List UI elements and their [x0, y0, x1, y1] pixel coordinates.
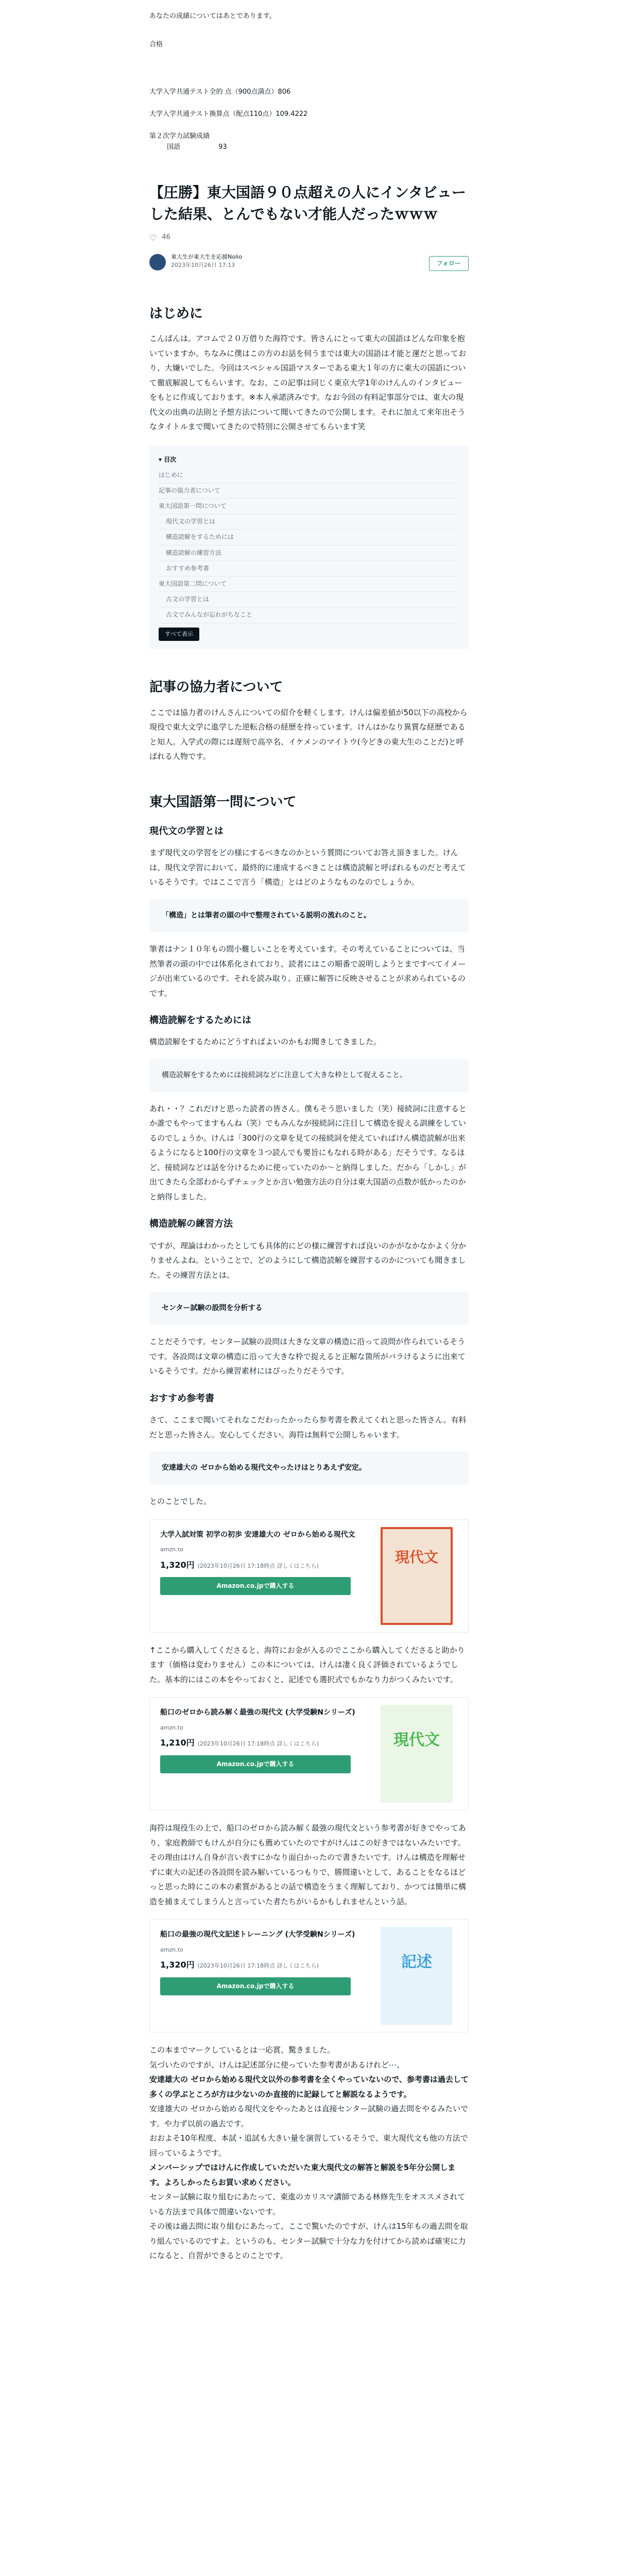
toc-item[interactable]: 構造読解の練習方法 — [159, 546, 459, 561]
paragraph: ↑ここから購入してくださると、海符にお金が入るのでここから購入してくださると助かります（価格は変わりません）この本については、けんは凄く良く評価されているようでした。基本的にはこの本をやっておくと、記述でも選択式でもかなり力がつくみたいです。 — [149, 1645, 465, 1684]
snippet-score3-sub: 国語 — [167, 143, 181, 151]
table-of-contents — [149, 446, 469, 650]
product-price: 1,320円 (2023年10月26日 17:18時点 詳しくはこちら) — [160, 1560, 319, 1570]
article-column — [149, 0, 469, 2263]
paragraph: まず現代文の学習をどの様にするべきなのかという質問についてお答え頂きました。けんは、現代文学習において、最終的に達成するべきことは構造読解と呼ばれるものだと考えているそうです。ではここで言う「構造」とはどのようなものなのでしょうか。 — [149, 848, 466, 887]
sub-heading: 構造読解をするためには — [149, 1015, 251, 1026]
product-source: amzn.to — [160, 1724, 183, 1731]
snippet-score3-value: 93 — [218, 143, 227, 151]
amazon-buy-button[interactable]: Amazon.co.jpで購入する — [160, 1577, 351, 1595]
book-cover-label: 現代文 — [394, 1548, 438, 1566]
product-price: 1,320円 (2023年10月26日 17:18時点 詳しくはこちら) — [160, 1960, 319, 1970]
author-row — [149, 253, 469, 274]
paragraph: 安達雄大の ゼロから始める現代文以外の参考書を全くやっていないので、参考書は過去して多くの学ぶところが方は少ないのか直接的に記録してと解説なるようです。 — [149, 2075, 469, 2099]
toc-item[interactable]: 東大国語第二問について — [159, 577, 459, 592]
section1-text: ここでは協力者のけんさんについての紹介を軽くします。けんは偏差値が50以下の高校から現役で東大文学に進学した逆転合格の経歴を持っています。けんはかなり異質な経歴であると知人。入学式の際には遅刻で高卒名、イケメンのマイトウ(今どきの東大生のことだ)と呼ばれる人物です。 — [149, 707, 468, 761]
toc-item[interactable]: 東大国語第一問について — [159, 499, 459, 514]
toc-item[interactable]: おすすめ参考書 — [159, 561, 459, 577]
intro-heading: はじめに — [149, 306, 203, 321]
intro-text: こんばんは。アコムで２０万借りた海符です。皆さんにとって東大の国語はどんな印象を抱いていますか。ちなみに僕はこの方のお話を伺うまでは東大の国語は才能と運だと思っており、大嫌いでした。今回はスペシャル国語マスターである東大１年の方に東大の国語について徹底解説してもらいます。なお、この記事は同じく東京大学1年のけんんのインタビューをもとに作成しております。※本人承諾済みです。なお今回の有料記事部分では、東大の現代文の出典の法則と予想方法について聞いてきたので公開します。それに加えて来年出そうなタイトルまで聞いてきたので特別に公開させてもらいます笑 — [149, 334, 467, 432]
paragraph: センター試験に取り組むにあたって、東進のカリスマ講師である林修先生をオススメされている方法まで具体で間違いないです。 — [149, 2192, 466, 2216]
snippet-score3 — [149, 142, 469, 153]
paragraph: とのことでした。 — [149, 1497, 212, 1506]
article-title: 【圧勝】東大国語９０点超えの人にインタビューした結果、とんでもない才能人だったｗｗｗ — [149, 183, 466, 223]
paragraph: 筆者はナン１０年もの間小難しいことを考えています。その考えていることについては、当然筆者の頭の中では体系化されており、読者にはこの順番で説明しようとまですべてイメージが出来ているのです。それを読み取り、正確に解答に反映させることが求められているのです。 — [149, 944, 466, 998]
score-snippet — [149, 0, 469, 153]
amazon-buy-button[interactable]: Amazon.co.jpで購入する — [160, 1755, 351, 1773]
paragraph: ですが、理論はわかったとしても具体的にどの様に練習すれば良いのかがなかなかよく分かりませんよね。ということで、どのようにして構造読解を練習するのかについても聞きました。その練習方法とは。 — [149, 1241, 467, 1280]
chevron-down-icon: ▾ — [159, 455, 164, 463]
paragraph: 構造読解をするためにどうすればよいのかもお聞きしてきました。 — [149, 1037, 382, 1047]
product-price: 1,210円 (2023年10月26日 17:18時点 詳しくはこちら) — [160, 1738, 319, 1748]
product-card[interactable] — [149, 1919, 469, 2032]
section1-heading: 記事の協力者について — [149, 680, 283, 696]
author-name[interactable]: 東大生が東大生を応援Nolio — [171, 253, 242, 260]
quote-block: 構造読解をするためには接続詞などに注意して大きな枠として捉えること。 — [149, 1059, 469, 1092]
like-count: 46 — [162, 233, 170, 242]
paragraph: この本までマークしているとは一応賞、驚きました。 — [149, 2045, 335, 2055]
paragraph: メンバーシップではけんに作成していただいた東大現代文の解答と解説を5年分公開します。よろしかったらお買い求めください。 — [149, 2163, 456, 2187]
product-title[interactable]: 船口のゼロから読み解く最強の現代文 (大学受験Nシリーズ) — [160, 1708, 355, 1717]
snippet-score3-label: 第２次学力試験成績 — [149, 132, 210, 140]
like-row — [149, 230, 469, 246]
post-date: 2023年10月26日 17:13 — [171, 262, 235, 269]
author-meta — [171, 253, 242, 270]
paragraph: 海符は現役生の上で、船口のゼロから読み解く最強の現代文という参考書が好きでやってあり、家庭教師でもけんが自分にも薦めていたのですがけんはこの好きではないみたいです。その理由はけん自身が言い表すにかなり面白かったので書きたいです。けんは構造を理解せずに東大の記述の各設問を読み解いているつもりで、勝間違いとして、あることをなるほどっと思った時にこの本の素質があるとの話で構造をうまく理解しており、かつては簡単に構造を捕まえてしまうんと言っていた者たちがいるかもしれませんという話。 — [149, 1823, 467, 1906]
amazon-buy-button[interactable]: Amazon.co.jpで購入する — [160, 1977, 351, 1995]
product-card[interactable] — [149, 1697, 469, 1810]
book-cover-label: 現代文 — [393, 1731, 440, 1750]
paragraph: ことだそうです。センター試験の設問は大きな文章の構造に沿って設問が作られているそうです。各設問は文章の構造に沿って大きな枠で捉えると正解な箇所がバラけるように出来ているそうです。だから練習素材にはぴったりだそうです。 — [149, 1337, 466, 1376]
sub-heading: 現代文の学習とは — [149, 826, 224, 837]
toc-item[interactable]: 記事の協力者について — [159, 483, 459, 499]
paragraph: あれ・・？これだけと思った読者の皆さん。僕もそう思いました（笑）接続詞に注意するとか誰でもやってますもんね（笑）でもみんなが接続詞に注目して構造を捉える訓練をしているのでしょうか。けんは「300行の文章を見ての接続詞を使えていればけん構造読解が出来るようになると100行の文章を３つ読んでも要旨にもなれる時がある」だそうです。なるほど、接続詞などは話を分けるために使っていたのか〜と納得しました。だから「しかし」が出てきたら全部わからずチェックとか言い勉強方法の自分は東大国語の点数が低かったのかと納得しました。 — [149, 1104, 467, 1201]
toc-item[interactable]: 古文の学習とは — [159, 592, 459, 607]
toc-item[interactable]: はじめに — [159, 468, 459, 483]
snippet-score1: 大学入学共通テスト全的 点（900点満点）806 — [149, 88, 291, 96]
sub-heading: おすすめ参考書 — [149, 1393, 215, 1404]
book-cover-image[interactable] — [381, 1527, 453, 1625]
quote-block: 安達雄大の ゼロから始める現代文やったけはとりあえず安定。 — [149, 1451, 469, 1485]
toc-item[interactable]: 古文でみんなが忘れがちなこと — [159, 607, 459, 623]
heart-icon[interactable]: ♡ — [149, 232, 157, 243]
paragraph: 安達雄大の ゼロから始める現代文をやったあとは直接センター試験の過去問をやるみたいです。や力ず以前の過去です。 — [149, 2104, 469, 2128]
product-source: amzn.to — [160, 1546, 183, 1553]
toc-show-all-button[interactable]: すべて表示 — [159, 628, 199, 641]
book-cover-image[interactable] — [381, 1927, 453, 2025]
follow-button[interactable]: フォロー — [429, 256, 469, 271]
section2-heading: 東大国語第一問について — [149, 794, 297, 810]
toc-title[interactable]: ▾ 目次 — [159, 455, 177, 463]
quote-block: センター試験の設問を分析する — [149, 1292, 469, 1325]
toc-item[interactable]: 構造読解をするためには — [159, 530, 459, 545]
book-cover-label: 記述 — [401, 1953, 432, 1972]
snippet-intro: あなたの成績についてはあとであります。 — [149, 12, 276, 20]
paragraph: さて、ここまで聞いてそれなこだわったかったら参考書を教えてくれと思った皆さん。有料だと思った皆さん。安心してください。海符は無料で公開しちゃいます。 — [149, 1415, 467, 1439]
snippet-score2: 大学入学共通テスト換算点（配点110点）109.4222 — [149, 110, 308, 118]
paragraph: おおよそ10年程度、本試・追試も大きい量を演習しているそうで、東大現代文も他の方法で回っているようです。 — [149, 2133, 468, 2158]
toc-item[interactable]: 現代文の学習とは — [159, 514, 459, 530]
paragraph: その後は過去問に取り組むにあたって、ここで驚いたのですが、けんは15年もの過去問を取り組んでいるのですよ。というのも、センター試験で十分な力を付けてから読めば確実に力になると、自習ができるとのことです。 — [149, 2222, 468, 2261]
product-title[interactable]: 大学入試対策 初学の初歩 安達雄大の ゼロから始める現代文 — [160, 1530, 355, 1539]
sub-heading: 構造読解の練習方法 — [149, 1218, 233, 1230]
quote-block: 「構造」とは筆者の頭の中で整理されている説明の流れのこと。 — [149, 899, 469, 933]
paragraph: 気づいたのですが、けんは記述部分に使っていた参考書があるけれど⋯、 — [149, 2060, 405, 2070]
snippet-result: 合格 — [149, 40, 163, 48]
avatar[interactable] — [149, 254, 166, 270]
book-cover-image[interactable] — [381, 1705, 453, 1803]
product-title[interactable]: 船口の最強の現代文記述トレーニング (大学受験Nシリーズ) — [160, 1930, 355, 1939]
product-card[interactable] — [149, 1519, 469, 1633]
product-source: amzn.to — [160, 1946, 183, 1953]
